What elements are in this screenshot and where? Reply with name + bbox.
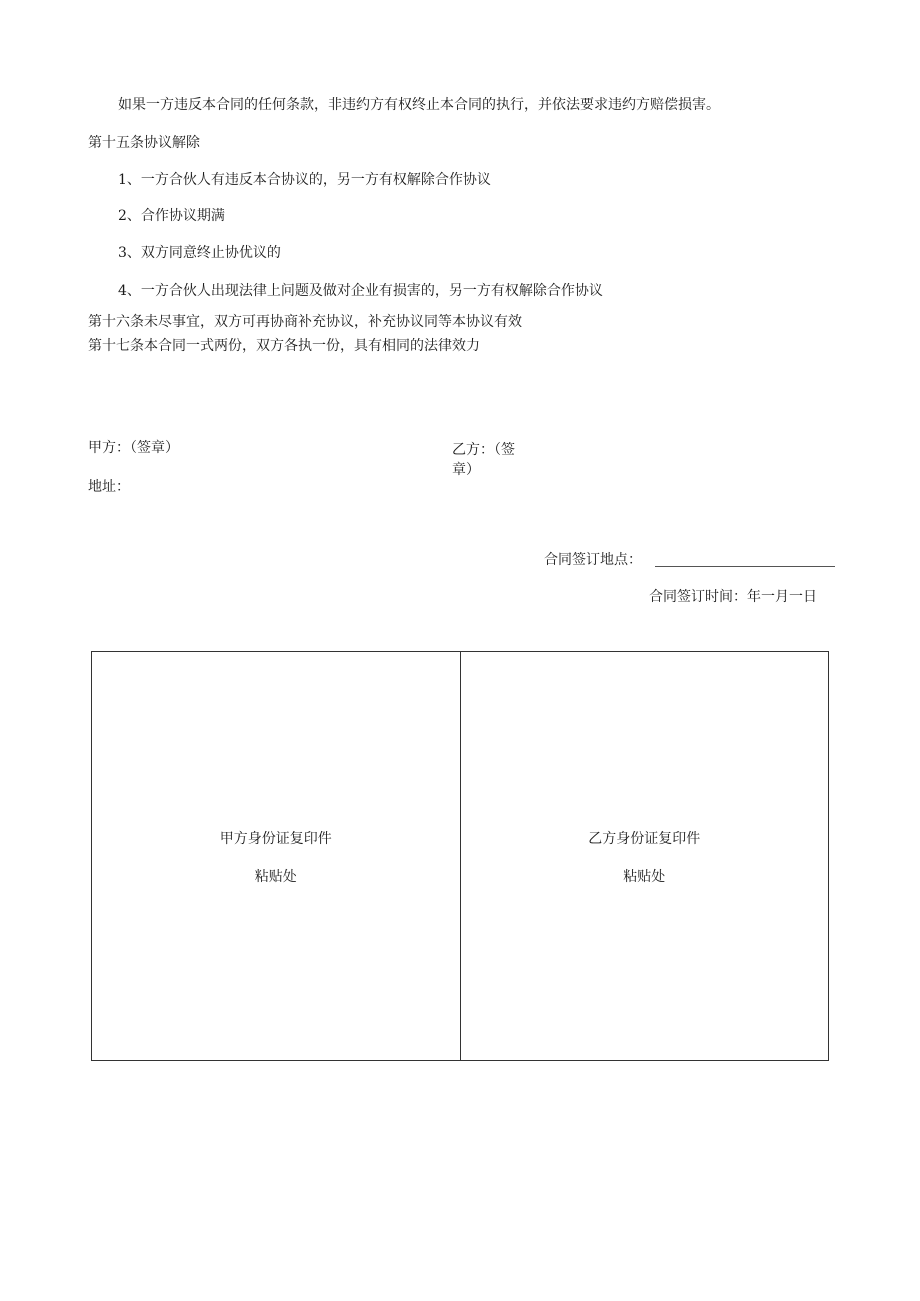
id-copy-table: [91, 651, 829, 1061]
party-a-id-paste-area: [92, 652, 461, 1060]
article-15-title: 第十五条协议解除: [88, 135, 200, 151]
party-b-id-sub: 粘贴处: [623, 869, 666, 885]
article-15-item-1: 1、一方合伙人有违反本合协议的，另一方有权解除合作协议: [118, 172, 491, 188]
breach-clause: 如果一方违反本合同的任何条款，非违约方有权终止本合同的执行，并依法要求违约方赔偿损害。: [118, 97, 720, 113]
signing-place-blank[interactable]: [655, 566, 835, 567]
party-a-signature-label: 甲方：（签章）: [88, 440, 179, 456]
party-b-signature-label-line1: 乙方：（签: [452, 442, 515, 458]
party-a-id-sub: 粘贴处: [254, 869, 297, 885]
signing-time-label: 合同签订时间：年一月一日: [649, 589, 817, 605]
party-b-signature-label-line2: 章）: [452, 462, 480, 478]
signing-place-label: 合同签订地点：: [544, 552, 642, 568]
address-label: 地址：: [88, 479, 130, 495]
article-15-item-2: 2、合作协议期满: [118, 208, 225, 224]
party-b-id-paste-area: [461, 652, 829, 1060]
party-b-id-title: 乙方身份证复印件: [588, 831, 701, 847]
article-16: 第十六条未尽事宜，双方可再协商补充协议，补充协议同等本协议有效: [88, 314, 522, 330]
article-17: 第十七条本合同一式两份，双方各执一份，具有相同的法律效力: [88, 338, 480, 354]
party-a-id-title: 甲方身份证复印件: [219, 831, 332, 847]
article-15-item-4: 4、一方合伙人出现法律上问题及做对企业有损害的，另一方有权解除合作协议: [118, 283, 603, 299]
article-15-item-3: 3、双方同意终止协优议的: [118, 245, 281, 261]
